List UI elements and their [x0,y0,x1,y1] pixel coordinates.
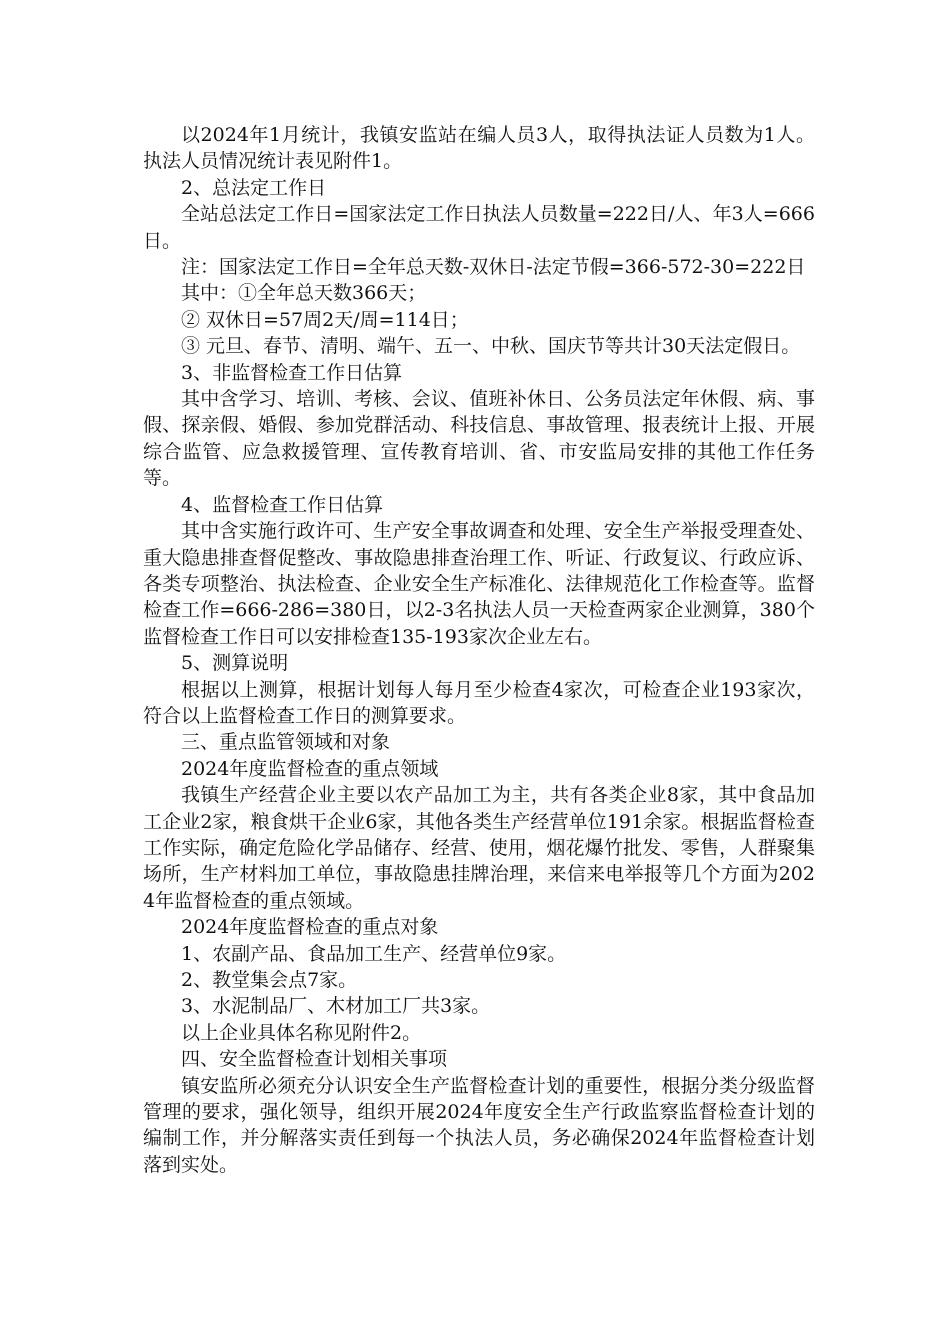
document-body [143,122,815,1178]
paragraph-note-item-3: ③ 元旦、春节、清明、端午、五一、中秋、国庆节等共计30天法定假日。 [181,335,801,358]
paragraph-workdays-note: 注：国家法定工作日=全年总天数-双休日-法定节假=366-572-30=222日 [181,256,806,279]
paragraph-note-item-2: ② 双休日=57周2天/周=114日； [181,308,469,331]
paragraph-attachment-note: 以上企业具体名称见附件2。 [181,1021,422,1044]
heading-key-targets: 2024年度监督检查的重点对象 [181,916,439,939]
heading-plan-matters: 四、安全监督检查计划相关事项 [181,1048,448,1071]
list-item-target-2: 2、教堂集会点7家。 [181,969,358,991]
paragraph-inspection-days: 其中含实施行政许可、生产安全事故调查和处理、安全生产举报受理查处、重大隐患排查督促整改、事故隐患排查治理工作、听证、行政复议、行政应诉、各类专项整治、执法检查、企业安全生产标准化、法律规范化工作检查等。监督检查工作=666-286=380日，以2-3名执法人员一天检查两家企业测算，380个监督检查工作日可以安排检查135-193家次企业左右。 [143,520,815,648]
paragraph-staff-statistics: 以2024年1月统计，我镇安监站在编人员3人，取得执法证人员数为1人。执法人员情况统计表见附件1。 [143,124,815,173]
paragraph-note-item-1: 其中：①全年总天数366天； [181,282,427,305]
heading-non-inspection-days: 3、非监督检查工作日估算 [181,361,403,384]
paragraph-calculation-notes: 根据以上测算，根据计划每人每月至少检查4家次，可检查企业193家次，符合以上监督检查工作日的测算要求。 [143,678,815,727]
list-item-target-3: 3、水泥制品厂、木材加工厂共3家。 [181,995,491,1018]
heading-inspection-days: 4、监督检查工作日估算 [181,493,384,516]
paragraph-key-areas: 我镇生产经营企业主要以农产品加工为主，共有各类企业8家，其中食品加工企业2家，粮食烘干企业6家，其他各类生产经营单位191余家。根据监督检查工作实际，确定危险化学品储存、经营、使用，烟花爆竹批发、零售，人群聚集场所，生产材料加工单位，事故隐患挂牌治理，来信来电举报等几个方面为2024年监督检查的重点领域。 [143,784,815,912]
paragraph-non-inspection-days: 其中含学习、培训、考核、会议、值班补休日、公务员法定年休假、病、事假、探亲假、婚假、参加党群活动、科技信息、事故管理、报表统计上报、开展综合监管、应急救援管理、宣传教育培训、省、市安监局安排的其他工作任务等。 [143,388,815,490]
paragraph-total-workdays: 全站总法定工作日=国家法定工作日执法人员数量=222日/人、年3人=666日。 [143,203,815,252]
heading-calculation-notes: 5、测算说明 [181,652,289,675]
heading-key-areas-and-targets: 三、重点监管领域和对象 [181,731,391,754]
heading-key-areas: 2024年度监督检查的重点领域 [181,757,439,780]
list-item-target-1: 1、农副产品、食品加工生产、经营单位9家。 [181,942,567,965]
paragraph-plan-matters: 镇安监所必须充分认识安全生产监督检查计划的重要性，根据分类分级监督管理的要求，强化领导，组织开展2024年度安全生产行政监察监督检查计划的编制工作，并分解落实责任到每一个执法人员，务必确保2024年监督检查计划落到实处。 [143,1074,815,1176]
heading-total-workdays: 2、总法定工作日 [181,176,327,199]
